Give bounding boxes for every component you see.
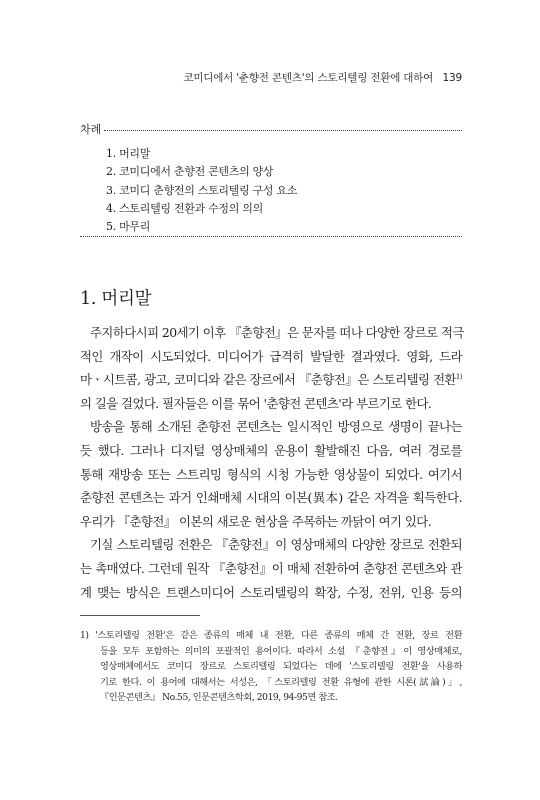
- running-title: 코미디에서 '춘향전 콘텐츠'의 스토리텔링 전환에 대하여: [183, 72, 434, 84]
- footnote-line: 등을 모두 포함하는 의미의 포괄적인 용어이다. 따라서 소설 『춘향전』이 영상매체로,: [100, 645, 462, 657]
- toc-item: 2. 코미디에서 춘향전 콘텐츠의 양상: [106, 165, 274, 179]
- footnote-line: 기로 한다. 이 용어에 대해서는 서성은, 「스토리텔링 전환 유형에 관한 시론(試論)」,: [100, 676, 462, 688]
- toc-item: 5. 마무리: [106, 220, 151, 234]
- toc-item: 3. 코미디 춘향전의 스토리텔링 구성 요소: [106, 183, 298, 197]
- footnote-line: 영상매체에서도 코미디 장르로 스토리텔링 되었다는 데에 '스토리텔링 전환'을 사용하: [100, 661, 462, 673]
- footnote-ref: 1): [455, 373, 462, 382]
- body-line: 계 맺는 방식은 트랜스미디어 스토리텔링의 확장, 수정, 전위, 인용 등의: [80, 584, 462, 600]
- footnote-line: 『인문콘텐츠』 No.55, 인문콘텐츠학회, 2019, 94-95면 참조.: [100, 692, 338, 704]
- body-line: 통해 재방송 또는 스트리밍 형식의 시청 가능한 영상물이 되었다. 여기서: [80, 466, 462, 482]
- section-heading: 1. 머리말: [80, 289, 152, 309]
- toc-bottom-rule: [80, 236, 462, 237]
- body-text: [80, 321, 462, 604]
- footnote-rule: [80, 615, 200, 616]
- body-line: 방송을 통해 소개된 춘향전 콘텐츠는 일시적인 방영으로 생명이 끝나는: [90, 419, 462, 435]
- toc-dotted-rule: [104, 130, 462, 131]
- body-line: 의 길을 걸었다. 필자들은 이를 묶어 '춘향전 콘텐츠'라 부르기로 한다.: [80, 395, 432, 411]
- toc-list: [106, 145, 297, 236]
- body-line: 듯 했다. 그러나 디지털 영상매체의 운용이 활발해진 다음, 여러 경로를: [80, 442, 462, 458]
- toc-header: [80, 122, 462, 136]
- running-header: [80, 70, 462, 85]
- footnote: [80, 628, 462, 706]
- body-line: 마ㆍ시트콤, 광고, 코미디와 같은 장르에서 『춘향전』은 스토리텔링 전환$^{1)}$: [80, 372, 462, 388]
- body-line: 주지하다시피 20세기 이후 『춘향전』은 문자를 떠나 다양한 장르로 적극: [90, 325, 464, 340]
- toc-item: 4. 스토리텔링 전환과 수정의 의의: [106, 201, 263, 215]
- body-line: 우리가 『춘향전』 이본의 새로운 현상을 주목하는 까닭이 여기 있다.: [80, 513, 432, 529]
- body-line: 적인 개작이 시도되었다. 미디어가 급격히 발달한 결과였다. 영화, 드라: [80, 348, 462, 364]
- body-line: 는 촉매였다. 그런데 원작 『춘향전』이 매체 전환하여 춘향전 콘텐츠와 관: [80, 560, 462, 576]
- body-line: 춘향전 콘텐츠는 과거 인쇄매체 시대의 이본(異本) 같은 자격을 획득한다.: [80, 490, 462, 506]
- toc-item: 1. 머리말: [106, 147, 151, 160]
- toc-title: 차례: [80, 123, 102, 136]
- footnote-line: 1) '스토리텔링 전환'은 같은 종류의 매체 내 전환, 다른 종류의 매체 간 전환, 장르 전환: [80, 630, 462, 641]
- page-number: 139: [442, 72, 462, 84]
- body-line: 기실 스토리텔링 전환은 『춘향전』이 영상매체의 다양한 장르로 전환되: [90, 537, 462, 553]
